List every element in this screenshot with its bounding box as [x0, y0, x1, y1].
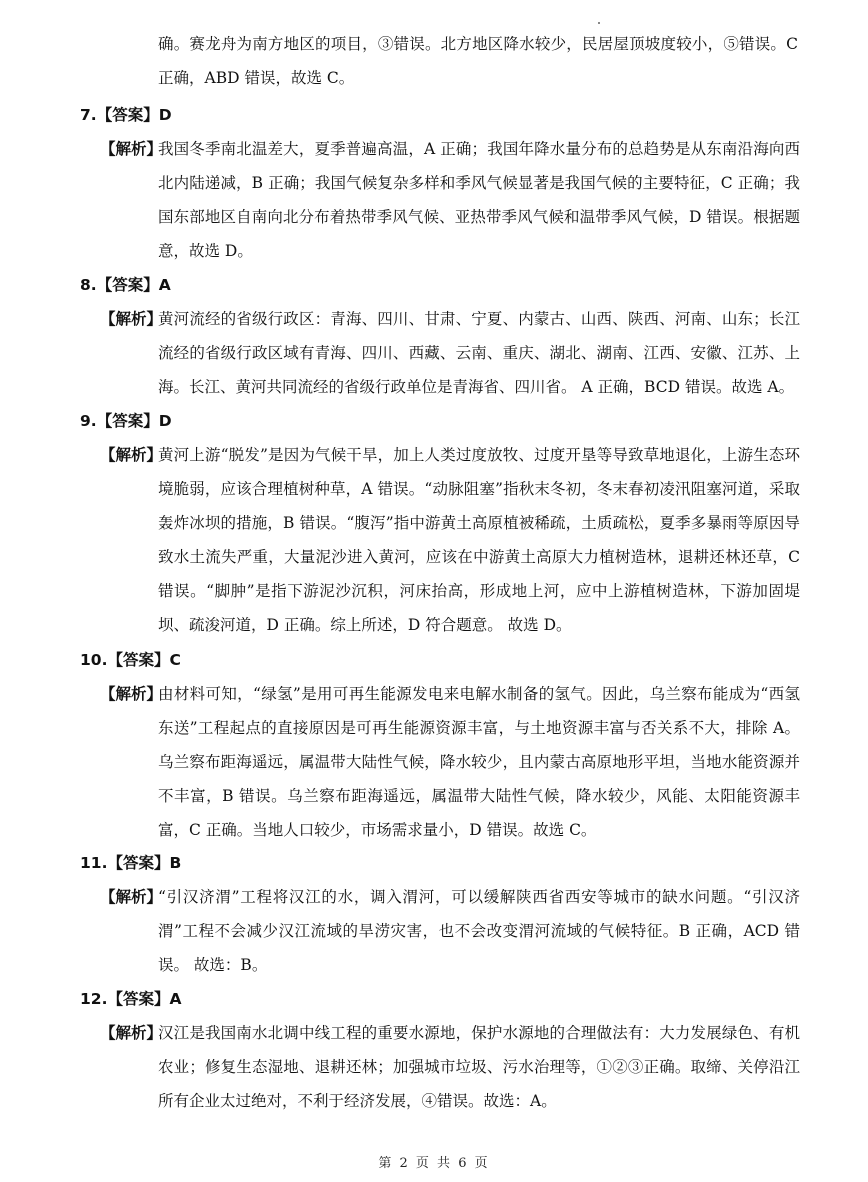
answer-label: 【答案】	[96, 412, 159, 430]
explanation-text: 由材料可知，“绿氢”是用可再生能源发电来电解水制备的氢气。因此，乌兰察布能成为“西氢东送”工程起点的直接原因是可再生能源资源丰富，与土地资源丰富与否关系不大，排除 A。乌兰察布距海遥远，属温带大陆性气候，降水较少，且内蒙古高原地形平坦，当地水能资源并不丰富，B 错误。乌兰察布距海遥远，属温带大陆性气候，降水较少，风能、太阳能资源丰富，C 正确。当地人口较少，市场需求量小，D 错误。故选 C。	[158, 685, 800, 839]
answer-label: 【答案】	[107, 651, 170, 669]
question-number: 8.	[80, 276, 97, 294]
question-number: 9.	[80, 412, 97, 430]
explanation-text: “引汉济渭”工程将汉江的水，调入渭河，可以缓解陕西省西安等城市的缺水问题。“引汉济渭”工程不会减少汉江流域的旱涝灾害，也不会改变渭河流域的气候特征。B 正确，ACD 错误。 故选：B。	[158, 888, 800, 974]
answer-value: A	[158, 276, 171, 294]
explanation	[80, 438, 800, 642]
answer-line	[80, 404, 800, 438]
question-12	[80, 982, 800, 1118]
explanation	[80, 1016, 800, 1118]
scan-speck	[598, 22, 600, 24]
question-8	[80, 268, 800, 404]
answer-line	[80, 98, 800, 132]
explanation	[80, 132, 800, 268]
explanation	[80, 880, 800, 982]
answer-label: 【答案】	[96, 106, 159, 124]
answer-value: D	[158, 106, 172, 124]
answer-line	[80, 268, 800, 302]
explanation	[80, 302, 800, 404]
question-10	[80, 643, 800, 847]
answer-line	[80, 643, 800, 677]
answer-label: 【答案】	[107, 854, 170, 872]
answer-value: A	[169, 990, 182, 1008]
question-9	[80, 404, 800, 642]
continuation-paragraph: 确。赛龙舟为南方地区的项目，③错误。北方地区降水较少，民居屋顶坡度较小，⑤错误。C正确，ABD 错误，故选 C。	[158, 35, 798, 87]
question-number: 11.	[80, 854, 108, 872]
explanation-text: 我国冬季南北温差大，夏季普遍高温，A 正确；我国年降水量分布的总趋势是从东南沿海向西北内陆递减，B 正确；我国气候复杂多样和季风气候显著是我国气候的主要特征，C 正确；我国东部地区自南向北分布着热带季风气候、亚热带季风气候和温带季风气候，D 错误。根据题意，故选 D。	[158, 140, 800, 260]
answer-line	[80, 982, 800, 1016]
answer-value: B	[169, 854, 182, 872]
answer-line	[80, 846, 800, 880]
answer-value: D	[158, 412, 172, 430]
question-7	[80, 98, 800, 268]
question-number: 10.	[80, 651, 108, 669]
answer-label: 【答案】	[96, 276, 159, 294]
answer-label: 【答案】	[107, 990, 170, 1008]
explanation-label: 【解析】	[100, 310, 163, 328]
explanation-text: 黄河流经的省级行政区：青海、四川、甘肃、宁夏、内蒙古、山西、陕西、河南、山东；长江流经的省级行政区域有青海、四川、西藏、云南、重庆、湖北、湖南、江西、安徽、江苏、上海。长江、黄河共同流经的省级行政单位是青海省、四川省。 A 正确，BCD 错误。故选 A。	[158, 310, 800, 396]
page-footer: 第 2 页 共 6 页	[378, 1156, 490, 1171]
explanation-text: 汉江是我国南水北调中线工程的重要水源地，保护水源地的合理做法有：大力发展绿色、有机农业；修复生态湿地、退耕还林；加强城市垃圾、污水治理等，①②③正确。取缔、关停沿江所有企业太过绝对，不利于经济发展，④错误。故选：A。	[158, 1024, 800, 1110]
explanation-text: 黄河上游“脱发”是因为气候干旱，加上人类过度放牧、过度开垦等导致草地退化，上游生态环境脆弱，应该合理植树种草，A 错误。“动脉阻塞”指秋末冬初，冬末春初凌汛阻塞河道，采取轰炸冰坝的措施，B 错误。“腹泻”指中游黄土高原植被稀疏，土质疏松，夏季多暴雨等原因导致水土流失严重，大量泥沙进入黄河，应该在中游黄土高原大力植树造林，退耕还林还草，C 错误。“脚肿”是指下游泥沙沉积，河床抬高，形成地上河，应中上游植树造林，下游加固堤坝、疏浚河道，D 正确。综上所述，D 符合题意。 故选 D。	[158, 446, 800, 634]
explanation-label: 【解析】	[100, 685, 163, 703]
answer-value: C	[169, 651, 181, 669]
explanation-label: 【解析】	[100, 888, 163, 906]
question-number: 7.	[80, 106, 97, 124]
explanation-label: 【解析】	[100, 1024, 163, 1042]
question-number: 12.	[80, 990, 108, 1008]
explanation	[80, 677, 800, 847]
explanation-label: 【解析】	[100, 446, 163, 464]
explanation-label: 【解析】	[100, 140, 163, 158]
question-11	[80, 846, 800, 982]
